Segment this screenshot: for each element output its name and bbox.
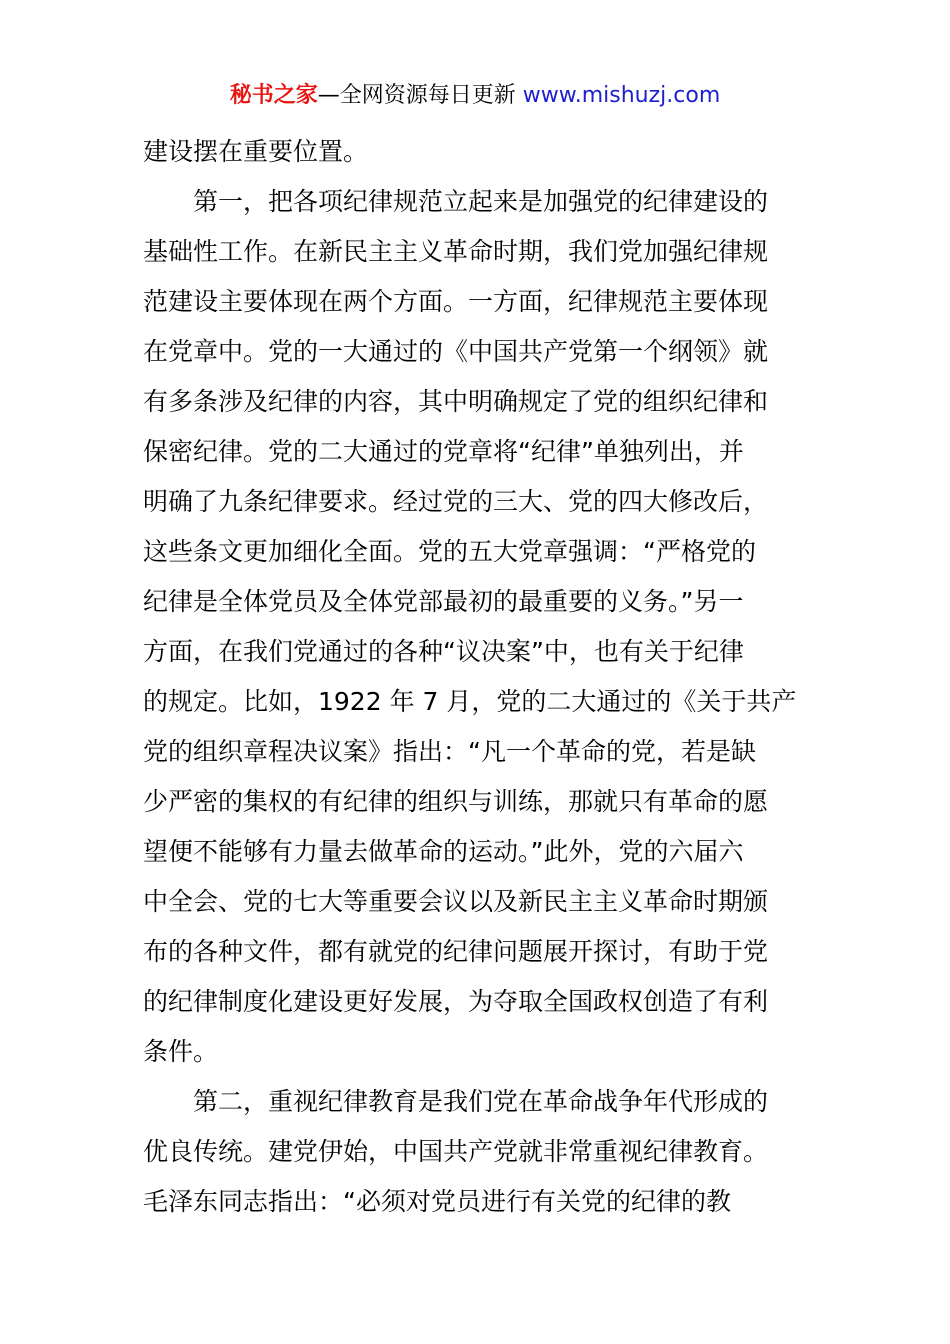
- site-tagline: —全网资源每日更新: [317, 83, 516, 108]
- text-line: 毛泽东同志指出：“必须对党员进行有关党的纪律的教: [143, 1187, 731, 1216]
- text-line: 明确了九条纪律要求。经过党的三大、党的四大修改后，: [143, 487, 769, 516]
- text-line: 基础性工作。在新民主主义革命时期，我们党加强纪律规: [143, 237, 769, 266]
- text-line: 的纪律制度化建设更好发展，为夺取全国政权创造了有利: [143, 987, 769, 1016]
- text-line: 少严密的集权的有纪律的组织与训练，那就只有革命的愿: [143, 787, 769, 816]
- site-header: [0, 80, 950, 112]
- document-body: [143, 127, 811, 1227]
- text-line: 建设摆在重要位置。: [143, 137, 369, 166]
- text-line: 这些条文更加细化全面。党的五大党章强调：“严格党的: [143, 537, 756, 566]
- text-line: 条件。: [143, 1037, 219, 1066]
- site-url-link[interactable]: www.mishuzj.com: [522, 83, 721, 108]
- text-line: 党的组织章程决议案》指出：“凡一个革命的党，若是缺: [143, 737, 756, 766]
- paragraph-first-line: 第二，重视纪律教育是我们党在革命战争年代形成的: [193, 1087, 769, 1116]
- text-line: 保密纪律。党的二大通过的党章将“纪律”单独列出，并: [143, 437, 744, 466]
- text-line: 范建设主要体现在两个方面。一方面，纪律规范主要体现: [143, 287, 769, 316]
- text-line: 纪律是全体党员及全体党部最初的最重要的义务。”另一: [143, 587, 744, 616]
- text-line: 中全会、党的七大等重要会议以及新民主主义革命时期颁: [143, 887, 769, 916]
- text-line: 布的各种文件，都有就党的纪律问题展开探讨，有助于党: [143, 937, 769, 966]
- text-line: 有多条涉及纪律的内容，其中明确规定了党的组织纪律和: [143, 387, 769, 416]
- text-line: 望便不能够有力量去做革命的运动。”此外，党的六届六: [143, 837, 744, 866]
- text-line: 在党章中。党的一大通过的《中国共产党第一个纲领》就: [143, 337, 769, 366]
- text-line: 的规定。比如，1922 年 7 月，党的二大通过的《关于共产: [143, 687, 797, 716]
- paragraph-first-line: 第一，把各项纪律规范立起来是加强党的纪律建设的: [193, 187, 769, 216]
- text-line: 优良传统。建党伊始，中国共产党就非常重视纪律教育。: [143, 1137, 769, 1166]
- site-brand: 秘书之家: [229, 83, 318, 108]
- text-line: 方面，在我们党通过的各种“议决案”中，也有关于纪律: [143, 637, 744, 666]
